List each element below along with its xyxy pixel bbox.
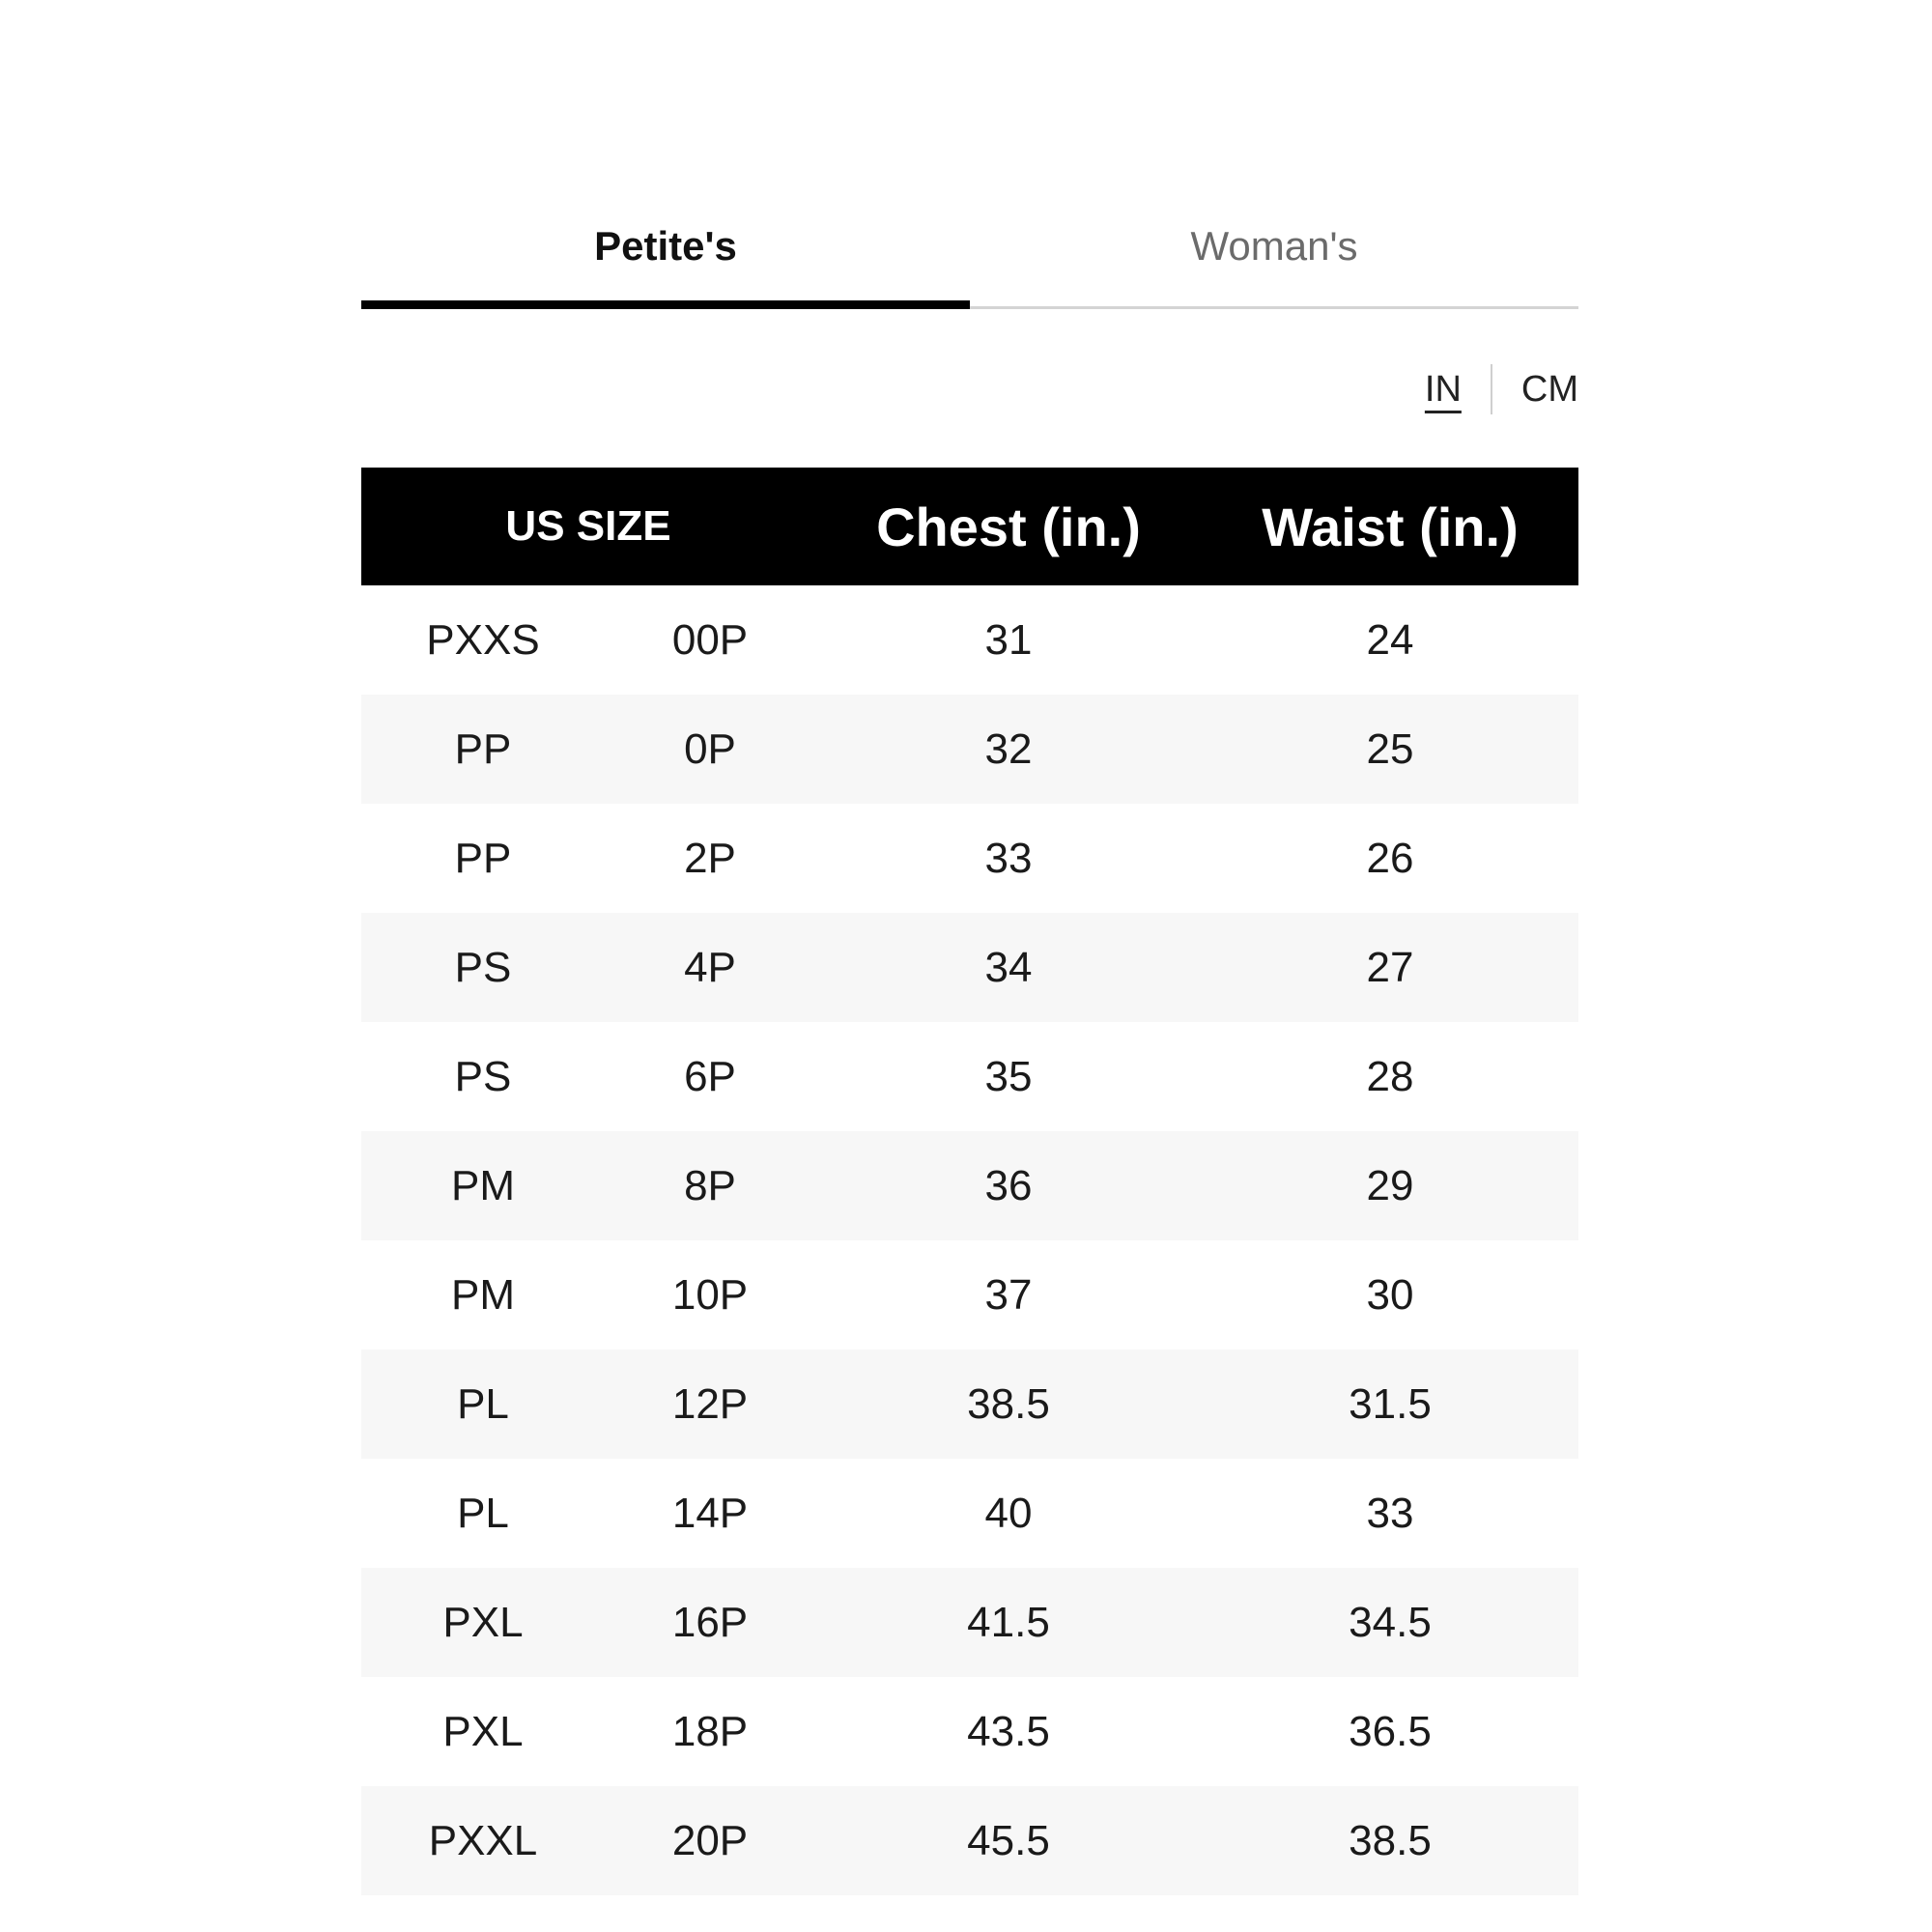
size-chart-table xyxy=(361,468,1578,1895)
cell-alpha-size: PL xyxy=(457,1379,509,1428)
unit-in-button[interactable]: IN xyxy=(1424,368,1462,410)
cell-waist: 26 xyxy=(1366,834,1414,882)
cell-waist: 33 xyxy=(1366,1489,1414,1537)
cell-numeric-size: 14P xyxy=(671,1489,749,1537)
table-row xyxy=(361,1240,1578,1350)
cell-waist: 38.5 xyxy=(1349,1816,1432,1864)
cell-numeric-size: 20P xyxy=(671,1816,749,1864)
table-row xyxy=(361,585,1578,695)
size-category-tabs xyxy=(361,184,1578,309)
cell-waist: 27 xyxy=(1366,943,1414,991)
table-row xyxy=(361,1459,1578,1568)
unit-toggle xyxy=(1421,357,1578,421)
table-row xyxy=(361,1568,1578,1677)
cell-waist: 28 xyxy=(1366,1052,1414,1100)
cell-alpha-size: PXXS xyxy=(426,615,540,664)
cell-numeric-size: 8P xyxy=(684,1161,736,1209)
table-header xyxy=(361,468,1578,585)
cell-chest: 33 xyxy=(984,834,1033,882)
active-tab-indicator xyxy=(361,300,970,309)
table-row xyxy=(361,1022,1578,1131)
table-row xyxy=(361,913,1578,1022)
cell-chest: 40 xyxy=(984,1489,1033,1537)
cell-chest: 38.5 xyxy=(967,1379,1050,1428)
cell-chest: 41.5 xyxy=(967,1598,1050,1646)
tab-petites[interactable]: Petite's xyxy=(594,223,737,269)
cell-waist: 29 xyxy=(1366,1161,1414,1209)
cell-chest: 32 xyxy=(984,724,1033,773)
cell-waist: 31.5 xyxy=(1349,1379,1432,1428)
cell-numeric-size: 0P xyxy=(684,724,736,773)
cell-chest: 34 xyxy=(984,943,1033,991)
cell-alpha-size: PM xyxy=(451,1161,515,1209)
header-waist: Waist (in.) xyxy=(1262,496,1519,557)
cell-alpha-size: PS xyxy=(454,1052,512,1100)
table-row xyxy=(361,1131,1578,1240)
cell-chest: 45.5 xyxy=(967,1816,1050,1864)
cell-waist: 34.5 xyxy=(1349,1598,1432,1646)
table-row xyxy=(361,804,1578,913)
cell-alpha-size: PXL xyxy=(442,1598,524,1646)
table-row xyxy=(361,1677,1578,1786)
header-chest: Chest (in.) xyxy=(876,496,1141,557)
cell-chest: 36 xyxy=(984,1161,1033,1209)
table-body xyxy=(361,585,1578,1895)
header-us-size: US SIZE xyxy=(505,502,671,550)
unit-cm-button[interactable]: CM xyxy=(1520,368,1578,410)
cell-chest: 35 xyxy=(984,1052,1033,1100)
unit-divider xyxy=(1491,364,1492,414)
cell-alpha-size: PS xyxy=(454,943,512,991)
cell-numeric-size: 2P xyxy=(684,834,736,882)
table-row xyxy=(361,1350,1578,1459)
cell-alpha-size: PL xyxy=(457,1489,509,1537)
cell-chest: 31 xyxy=(984,615,1033,664)
cell-waist: 24 xyxy=(1366,615,1414,664)
cell-waist: 36.5 xyxy=(1349,1707,1432,1755)
cell-waist: 30 xyxy=(1366,1270,1414,1319)
table-row xyxy=(361,695,1578,804)
tab-womans[interactable]: Woman's xyxy=(1190,223,1358,269)
cell-numeric-size: 4P xyxy=(684,943,736,991)
cell-numeric-size: 6P xyxy=(684,1052,736,1100)
cell-numeric-size: 18P xyxy=(671,1707,749,1755)
cell-alpha-size: PXL xyxy=(442,1707,524,1755)
cell-alpha-size: PM xyxy=(451,1270,515,1319)
cell-numeric-size: 10P xyxy=(671,1270,749,1319)
cell-chest: 43.5 xyxy=(967,1707,1050,1755)
cell-chest: 37 xyxy=(984,1270,1033,1319)
cell-numeric-size: 16P xyxy=(671,1598,749,1646)
cell-numeric-size: 00P xyxy=(671,615,749,664)
cell-numeric-size: 12P xyxy=(671,1379,749,1428)
cell-alpha-size: PXXL xyxy=(428,1816,538,1864)
cell-waist: 25 xyxy=(1366,724,1414,773)
cell-alpha-size: PP xyxy=(454,834,512,882)
cell-alpha-size: PP xyxy=(454,724,512,773)
table-row xyxy=(361,1786,1578,1895)
